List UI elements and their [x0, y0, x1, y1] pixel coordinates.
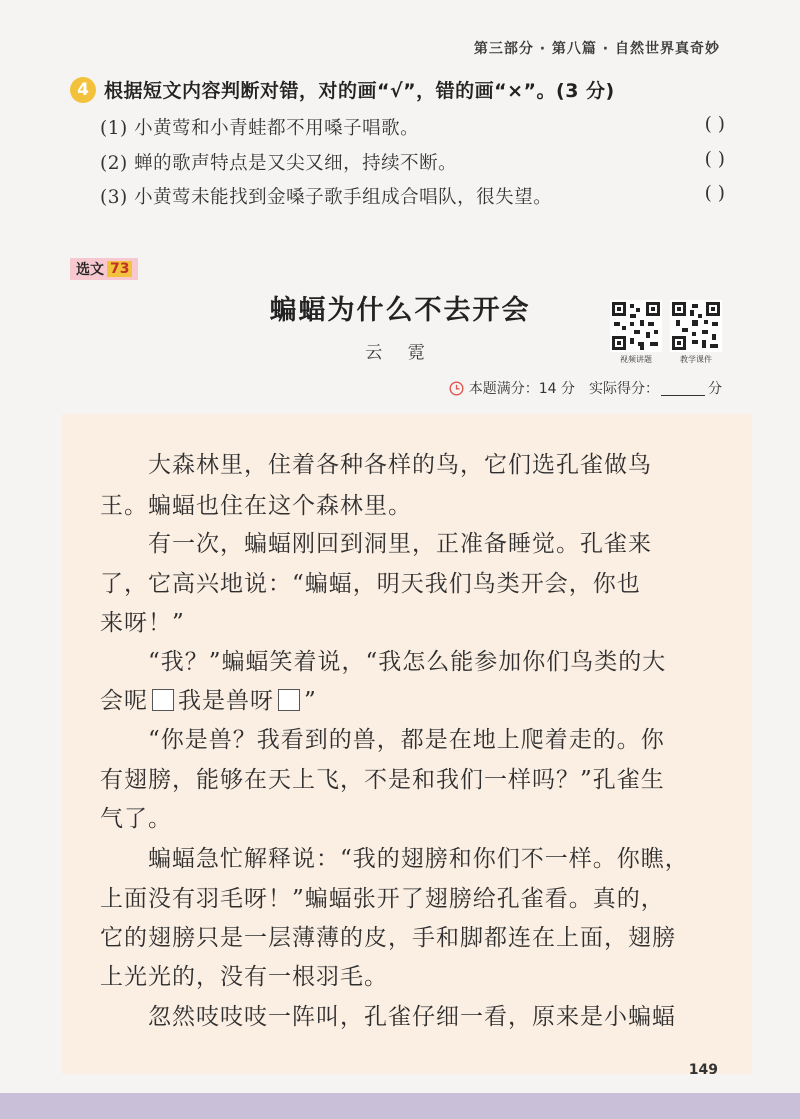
story-title: 蝙蝠为什么不去开会	[269, 295, 531, 326]
score-unit: 分	[708, 381, 722, 397]
section-header: 第三部分 · 第八篇 · 自然世界真奇妙	[473, 41, 720, 57]
passage-line: 上光光的，没有一根羽毛。	[100, 964, 388, 990]
passage-line: 有一次，蝙蝠刚回到洞里，正准备睡觉。孔雀来	[148, 531, 652, 557]
passage-line: 蝙蝠急忙解释说：“我的翅膀和你们不一样。你瞧，	[148, 846, 689, 872]
punctuation-blank-box[interactable]	[152, 689, 174, 711]
qr-video[interactable]	[610, 300, 662, 365]
question-item-text: (1) 小黄莺和小青蛙都不用嗓子唱歌。	[100, 118, 420, 139]
passage-text: ”	[304, 688, 317, 714]
question-item-text: (3) 小黄莺未能找到金嗓子歌手组成合唱队，很失望。	[100, 187, 553, 208]
passage-line: “你是兽？我看到的兽，都是在地上爬着走的。你	[148, 727, 665, 753]
answer-paren[interactable]: ( )	[704, 183, 725, 204]
passage-line: 了，它高兴地说：“蝙蝠，明天我们鸟类开会，你也	[100, 571, 641, 597]
question-instruction: 根据短文内容判断对错，对的画“√”，错的画“×”。(3 分)	[104, 80, 615, 102]
question-number-badge: 4	[70, 77, 96, 103]
punctuation-blank-box[interactable]	[278, 689, 300, 711]
qr-code-icon	[670, 300, 722, 352]
passage-line: 它的翅膀只是一层薄薄的皮，手和脚都连在上面，翅膀	[100, 925, 676, 951]
answer-paren[interactable]: ( )	[704, 114, 725, 135]
passage-line-with-blanks	[100, 682, 317, 715]
qr-label: 教学课件	[680, 355, 712, 364]
passage-text: 会呢	[100, 688, 148, 714]
question-item	[100, 114, 725, 140]
score-bar	[449, 378, 722, 398]
story-author: 云 霓	[365, 343, 435, 363]
passage-line: 忽然吱吱吱一阵叫，孔雀仔细一看，原来是小蝙蝠	[148, 1004, 676, 1030]
passage-line: 大森林里，住着各种各样的鸟，它们选孔雀做鸟	[148, 452, 652, 478]
footer-bar	[0, 1093, 800, 1119]
selection-tag-number: 73	[107, 261, 132, 277]
passage-line: 王。蝙蝠也住在这个森林里。	[100, 493, 412, 519]
clock-icon	[449, 381, 464, 396]
qr-label: 视频讲题	[620, 355, 652, 364]
passage-text: 我是兽呀	[178, 688, 274, 714]
qr-courseware[interactable]	[670, 300, 722, 365]
score-blank[interactable]	[661, 381, 705, 396]
passage-line: 上面没有羽毛呀！”蝙蝠张开了翅膀给孔雀看。真的，	[100, 886, 665, 912]
qr-code-icon	[610, 300, 662, 352]
question-title	[70, 76, 615, 103]
passage-line: 有翅膀，能够在天上飞，不是和我们一样吗？”孔雀生	[100, 767, 665, 793]
question-item	[100, 149, 725, 175]
selection-tag-label: 选文	[76, 262, 104, 278]
actual-score-label: 实际得分：	[589, 381, 659, 397]
answer-paren[interactable]: ( )	[704, 149, 725, 170]
page-number: 149	[688, 1062, 718, 1078]
passage-line: 来呀！”	[100, 610, 185, 636]
passage-line: 气了。	[100, 806, 172, 832]
question-item-text: (2) 蝉的歌声特点是又尖又细，持续不断。	[100, 153, 458, 174]
passage-line: “我？”蝙蝠笑着说，“我怎么能参加你们鸟类的大	[148, 649, 667, 675]
full-score: 本题满分：14 分	[468, 381, 575, 397]
question-item	[100, 183, 725, 209]
selection-tag	[70, 258, 138, 280]
